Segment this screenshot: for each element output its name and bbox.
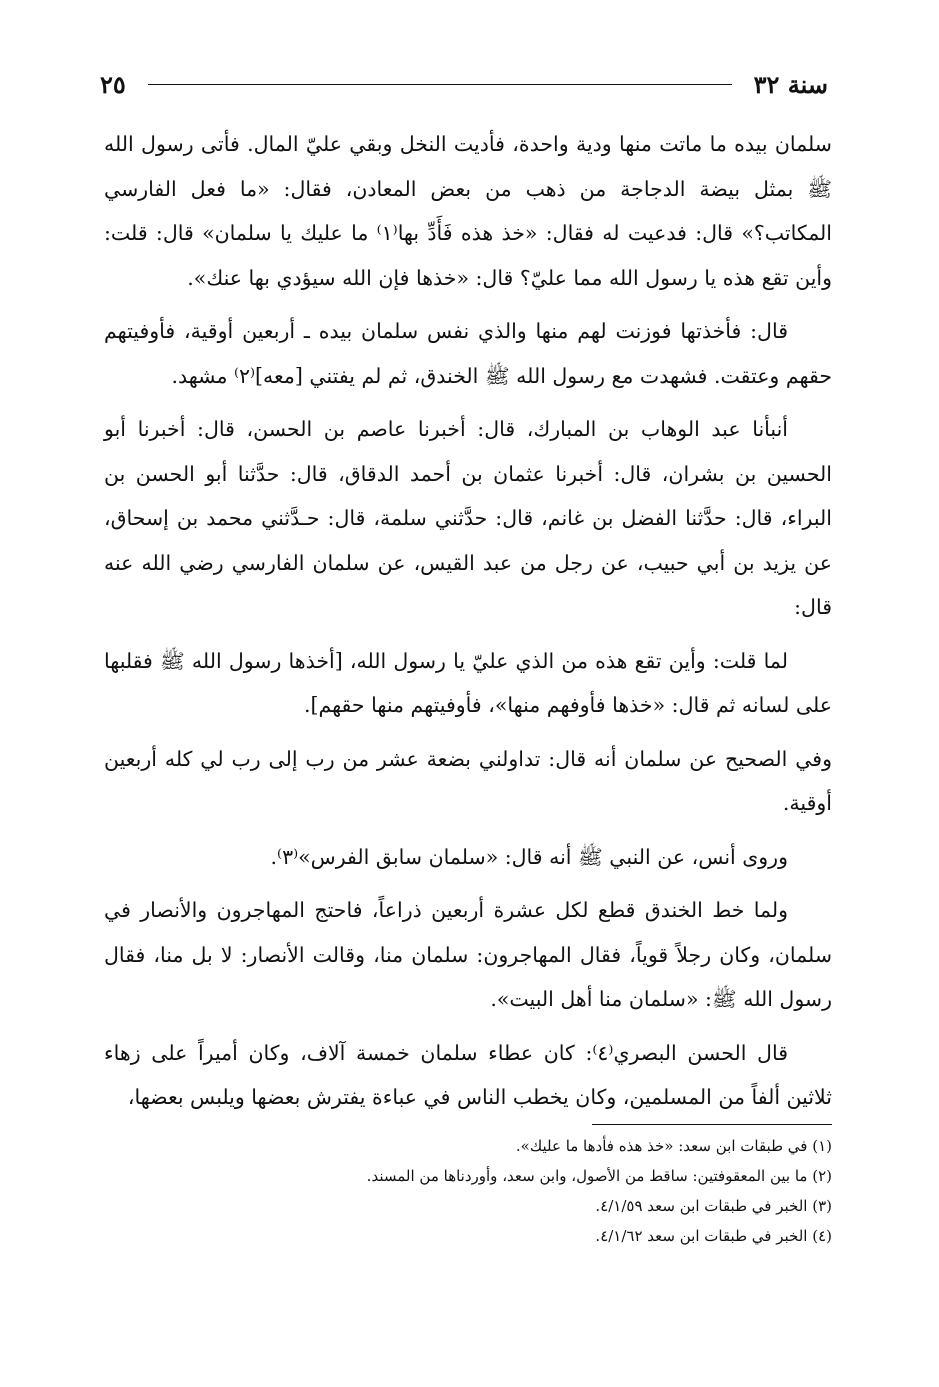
paragraph: ولما خط الخندق قطع لكل عشرة أربعين ذراعاً، فاحتج المهاجرون والأنصار في سلمان، وكان رجلاً قوياً، فقال المهاجرون: سلمان منا، وقالت الأنصار: لا بل منا، فقال رسول الله ﷺ: «سلمان منا أهل البيت». (104, 898, 832, 1011)
paragraph: وروى أنس، عن النبي ﷺ أنه قال: «سلمان سابق الفرس»⁽٣⁾. (270, 844, 788, 869)
running-head-year: سنة ٣٢ (753, 69, 828, 99)
paragraph: لما قلت: وأين تقع هذه من الذي عليّ يا رسول الله، [أخذها رسول الله ﷺ فقلبها على لسانه ثم قال: «خذها فأوفهم منها»، فأوفيتهم منها حقهم]. (104, 648, 832, 717)
footnotes (104, 1124, 832, 1251)
paragraph: أنبأنا عبد الوهاب بن المبارك، قال: أخبرنا عاصم بن الحسن، قال: أخبرنا أبو الحسين بن بشران، قال: أخبرنا عثمان بن أحمد الدقاق، قال: حدَّثنا أبو الحسن بن البراء، قال: حدَّثنا الفضل بن غانم، قال: حدَّثني سلمة، قال: حـدَّثني محمد بن إسحاق، عن يزيد بن أبي حبيب، عن رجل من عبد القيس، عن سلمان الفارسي رضي الله عنه قال: (104, 417, 832, 619)
paragraph: سلمان بيده ما ماتت منها ودية واحدة، فأديت النخل وبقي عليّ المال. فأتى رسول الله ﷺ بمثل بيضة الدجاجة من ذهب من بعض المعادن، فقال: «ما فعل الفارسي المكاتب؟» قال: فدعيت له فقال: «خذ هذه فَأَدِّ بها⁽١⁾ ما عليك يا سلمان» قال: قلت: وأين تقع هذه يا رسول الله مما عليّ؟ قال: «خذها فإن الله سيؤدي بها عنك». (104, 132, 832, 290)
footnote: (٣) الخبر في طبقات ابن سعد ٤/١/٥٩. (595, 1197, 832, 1215)
header-rule (148, 84, 732, 85)
paragraph: وفي الصحيح عن سلمان أنه قال: تداولني بضعة عشر من رب إلى رب لي كله أربعين أوقية. (104, 746, 832, 815)
footnote: (١) في طبقات ابن سعد: «خذ هذه فأدها ما عليك». (515, 1137, 832, 1155)
footnote-rule (592, 1124, 832, 1125)
page-header (100, 66, 828, 102)
main-text (104, 122, 832, 1129)
page-number: ٢٥ (100, 69, 126, 99)
paragraph: قال: فأخذتها فوزنت لهم منها والذي نفس سلمان بيده ـ أربعين أوقية، فأوفيتهم حقهم وعتقت. فشهدت مع رسول الله ﷺ الخندق، ثم لم يفتني [معه]⁽٢⁾ مشهد. (104, 319, 832, 388)
paragraph: قال الحسن البصري⁽٤⁾: كان عطاء سلمان خمسة آلاف، وكان أميراً على زهاء ثلاثين ألفاً من المسلمين، وكان يخطب الناس في عباءة يفترش بعضها ويلبس بعضها، (104, 1040, 832, 1109)
footnote: (٤) الخبر في طبقات ابن سعد ٤/١/٦٢. (595, 1227, 832, 1245)
footnote: (٢) ما بين المعقوفتين: ساقط من الأصول، وابن سعد، وأوردناها من المسند. (366, 1167, 832, 1185)
